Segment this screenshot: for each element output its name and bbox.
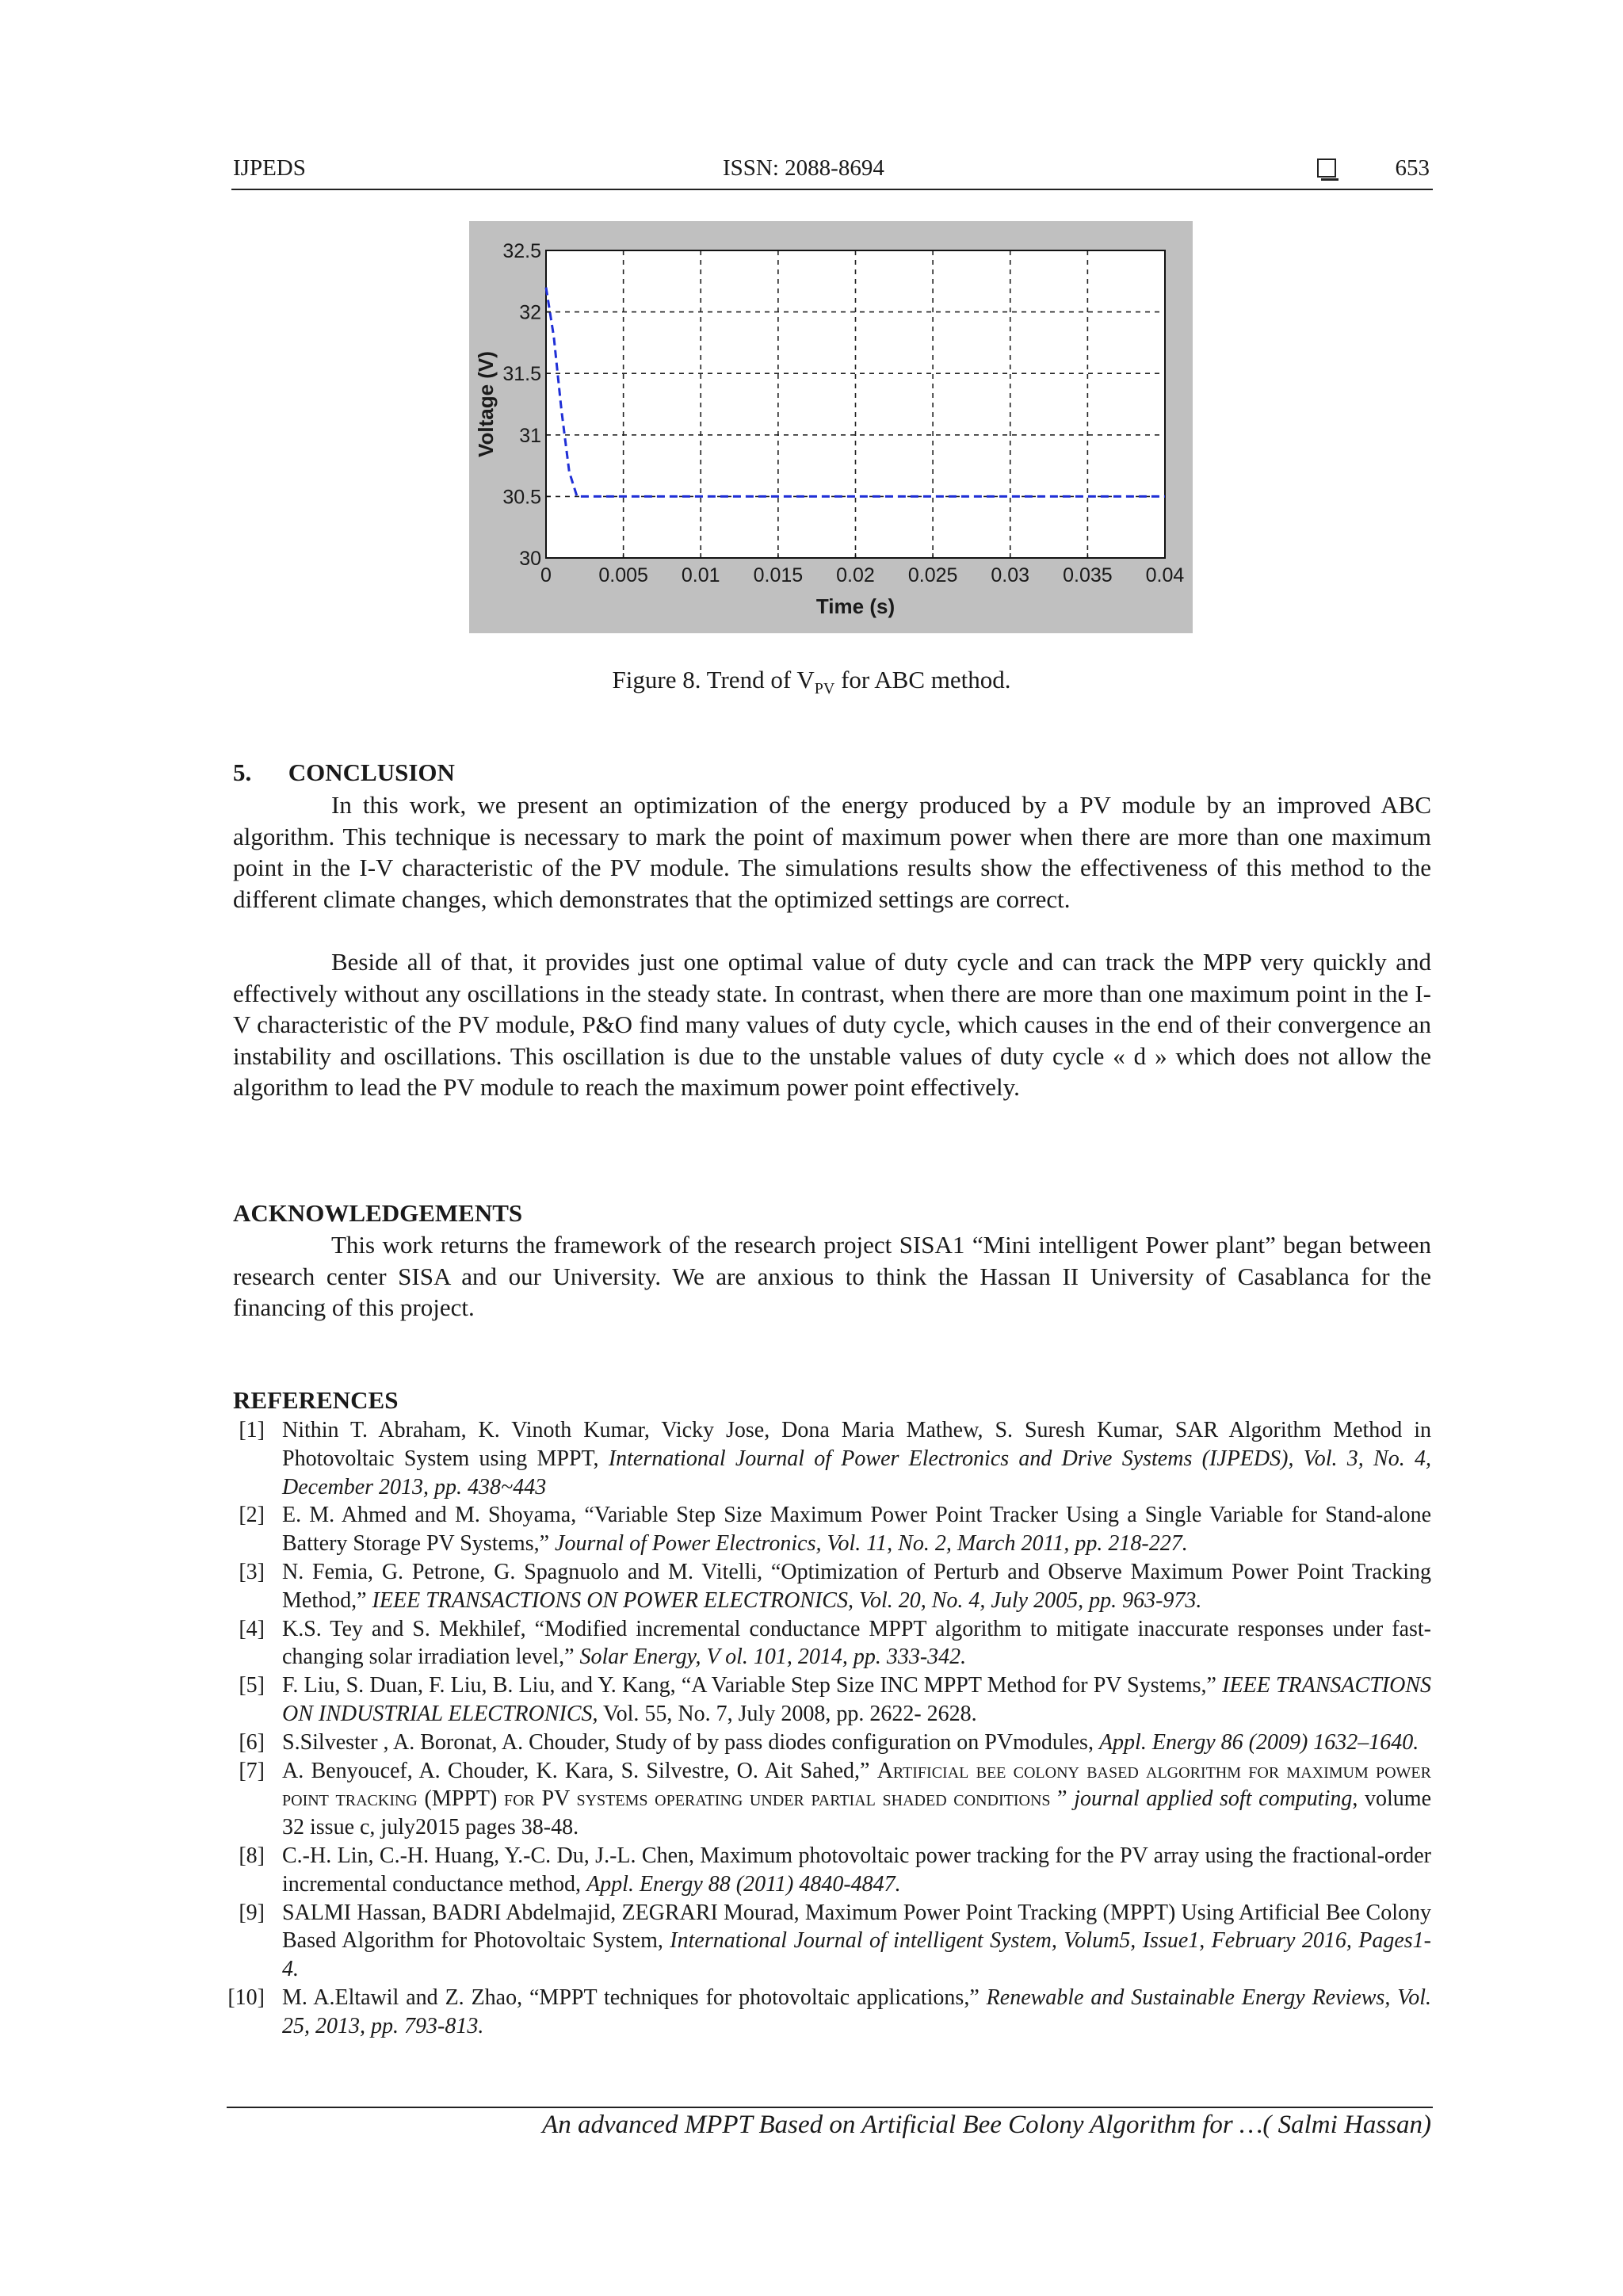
reference-item	[214, 1671, 1431, 1729]
reference-plain: N. Femia, G. Petrone, G. Spagnuolo and M. Vitelli, “Optimization of Perturb and Observe Maximum Power Point Tracking Method,”	[282, 1559, 1431, 1613]
reference-number: [1]	[239, 1418, 265, 1442]
reference-plain: M. A.Eltawil and Z. Zhao, “MPPT techniques for photovoltaic applications,”	[282, 1985, 987, 2010]
journal-name: IJPEDS	[233, 155, 306, 181]
y-tick-label: 31	[519, 424, 541, 447]
voltage-chart	[469, 221, 1193, 633]
page-number: 653	[1395, 155, 1430, 181]
reference-text	[282, 1984, 1431, 2041]
x-tick-label: 0.015	[753, 564, 804, 586]
reference-text	[282, 1501, 1431, 1558]
reference-text	[282, 1416, 1431, 1501]
x-tick-label: 0.035	[1063, 564, 1113, 586]
issn: ISSN: 2088-8694	[723, 155, 884, 181]
reference-number: [6]	[239, 1729, 265, 1755]
reference-tail: Vol. 55, No. 7, July 2008, pp. 2622- 2628.	[598, 1701, 977, 1726]
reference-ital: IEEE TRANSACTIONS ON POWER ELECTRONICS, Vol. 20, No. 4, July 2005, pp. 963-973.	[372, 1587, 1202, 1613]
reference-plain: SALMI Hassan, BADRI Abdelmajid, ZEGRARI Mourad, Maximum Power Point Tracking (MPPT) Using Artificial Bee Colony Based Algorithm for Photovoltaic System,	[282, 1900, 1431, 1954]
reference-number: [3]	[239, 1559, 265, 1584]
reference-plain: S.Silvester , A. Boronat, A. Chouder, Study of by pass diodes configuration on PVmodules,	[282, 1729, 1099, 1755]
reference-plain: Nithin T. Abraham, K. Vinoth Kumar, Vicky Jose, Dona Maria Mathew, S. Suresh Kumar, SAR Algorithm Method in Photovoltaic System using MPPT,	[282, 1418, 1431, 1471]
x-tick-label: 0.025	[907, 564, 958, 586]
reference-ital: Journal of Power Electronics, Vol. 11, No. 2, March 2011, pp. 218-227.	[555, 1531, 1188, 1557]
y-tick-label: 31.5	[502, 363, 541, 386]
figure-8	[469, 221, 1193, 633]
reference-item	[214, 1984, 1431, 2041]
reference-ital: Renewable and Sustainable Energy Reviews, Vol. 25, 2013, pp. 793-813.	[282, 1985, 1431, 2038]
caption-prefix: Figure 8. Trend of V	[612, 666, 815, 693]
reference-text	[282, 1671, 1431, 1729]
reference-number: [5]	[239, 1673, 265, 1698]
conclusion-paragraph-1: In this work, we present an optimization of the energy produced by a PV module by an improved ABC algorithm. This technique is necessary to mark the point of maximum power when there are more than one maximum point in the I-V characteristic of the PV module. The simulations results show the effectiveness of this method to the different climate changes, which demonstrates that the optimized settings are correct.	[233, 791, 1431, 913]
reference-ital: International Journal of intelligent System, Volum5, Issue1, February 2016, Pages1-4.	[282, 1928, 1431, 1982]
x-axis-label: Time (s)	[815, 594, 896, 618]
reference-plain: C.-H. Lin, C.-H. Huang, Y.-C. Du, J.-L. Chen, Maximum photovoltaic power tracking for the PV array using the fractional-order incremental conductance method,	[282, 1843, 1431, 1897]
reference-pre: A. Benyoucef, A. Chouder, K. Kara, S. Silvestre, O. Ait Sahed,”	[282, 1758, 877, 1783]
caption-suffix: for ABC method.	[834, 666, 1011, 693]
conclusion-paragraph-2: Beside all of that, it provides just one optimal value of duty cycle and can track the MPP very quickly and effectively without any oscillations in the steady state. In contrast, when there are more than one maximum point in the I-V characteristic of the PV module, P&O find many values of duty cycle, which causes in the end of their convergence an instability and oscillations. This oscillation is due to the unstable values of duty cycle « d » which does not allow the algorithm to lead the PV module to reach the maximum power point effectively.	[233, 948, 1431, 1102]
reference-item	[214, 1501, 1431, 1558]
reference-item	[214, 1842, 1431, 1899]
y-tick-label: 32	[519, 301, 541, 324]
reference-number: [10]	[227, 1985, 265, 2010]
reference-plain: K.S. Tey and S. Mekhilef, “Modified incremental conductance MPPT algorithm to mitigate inaccurate responses under fast-changing solar irradiation level,”	[282, 1616, 1431, 1670]
reference-ital: journal applied soft computing	[1074, 1786, 1353, 1812]
reference-ital: Appl. Energy 88 (2011) 4840-4847.	[586, 1871, 901, 1897]
x-tick-label: 0.04	[1145, 564, 1185, 586]
reference-ital: International Journal of Power Electronics and Drive Systems (IJPEDS), Vol. 3, No. 4, December 2013, pp. 438~443	[282, 1446, 1431, 1499]
x-tick-label: 0.03	[991, 564, 1030, 586]
y-axis-label: Voltage (V)	[474, 351, 498, 457]
reference-plain: E. M. Ahmed and M. Shoyama, “Variable Step Size Maximum Power Point Tracker Using a Single Variable for Stand-alone Battery Storage PV Systems,”	[282, 1503, 1431, 1557]
references-heading: REFERENCES	[233, 1386, 399, 1414]
reference-item	[214, 1729, 1431, 1757]
reference-ital: IEEE TRANSACTIONS ON INDUSTRIAL ELECTRONICS,	[282, 1673, 1431, 1726]
reference-item	[214, 1615, 1431, 1672]
reference-sc: Artificial bee colony based algorithm for maximum power point tracking (MPPT) for PV systems operating under partial shaded conditions	[282, 1758, 1431, 1812]
x-tick-label: 0.01	[681, 564, 720, 586]
y-tick-label: 30.5	[502, 486, 541, 509]
reference-item	[214, 1757, 1431, 1842]
reference-number: [7]	[239, 1758, 265, 1783]
footer-divider	[227, 2107, 1433, 2108]
acknowledgements-heading: ACKNOWLEDGEMENTS	[233, 1199, 523, 1227]
reference-mid: ”	[1050, 1786, 1075, 1812]
acknowledgements-paragraph: This work returns the framework of the research project SISA1 “Mini intelligent Power plant” began between research center SISA and our University. We are anxious to think the Hassan II University of Casablanca for the financing of this project.	[233, 1231, 1431, 1322]
reference-item	[214, 1558, 1431, 1615]
reference-text	[282, 1615, 1431, 1672]
reference-number: [4]	[239, 1616, 265, 1641]
reference-plain: F. Liu, S. Duan, F. Liu, B. Liu, and Y. Kang, “A Variable Step Size INC MPPT Method for PV Systems,”	[282, 1673, 1223, 1698]
y-tick-label: 32.5	[502, 240, 541, 262]
x-tick-label: 0.02	[836, 564, 875, 586]
reference-ital: Solar Energy, V ol. 101, 2014, pp. 333-342.	[579, 1645, 967, 1670]
reference-text	[282, 1558, 1431, 1615]
figure-caption	[0, 666, 1623, 698]
reference-text	[282, 1729, 1431, 1757]
reference-ital: Appl. Energy 86 (2009) 1632–1640.	[1098, 1729, 1419, 1755]
references-list	[214, 1416, 1431, 2041]
x-tick-label: 0	[540, 564, 552, 586]
checkbox-square-icon	[1317, 159, 1336, 178]
reference-number: [9]	[239, 1900, 265, 1925]
page-header	[231, 155, 1433, 190]
y-tick-label: 30	[519, 548, 541, 570]
reference-item	[214, 1899, 1431, 1984]
reference-tail: , volume 32 issue c, july2015 pages 38-48.	[282, 1786, 1432, 1840]
reference-text	[282, 1842, 1431, 1899]
reference-number: [8]	[239, 1843, 265, 1868]
conclusion-heading: 5. CONCLUSION	[233, 758, 455, 786]
x-tick-label: 0.005	[598, 564, 648, 586]
page-footer: An advanced MPPT Based on Artificial Bee Colony Algorithm for …( Salmi Hassan)	[542, 2111, 1431, 2139]
reference-text	[282, 1757, 1431, 1842]
caption-subscript: PV	[814, 680, 835, 698]
reference-number: [2]	[239, 1503, 265, 1528]
reference-text	[282, 1899, 1431, 1984]
reference-item	[214, 1416, 1431, 1501]
